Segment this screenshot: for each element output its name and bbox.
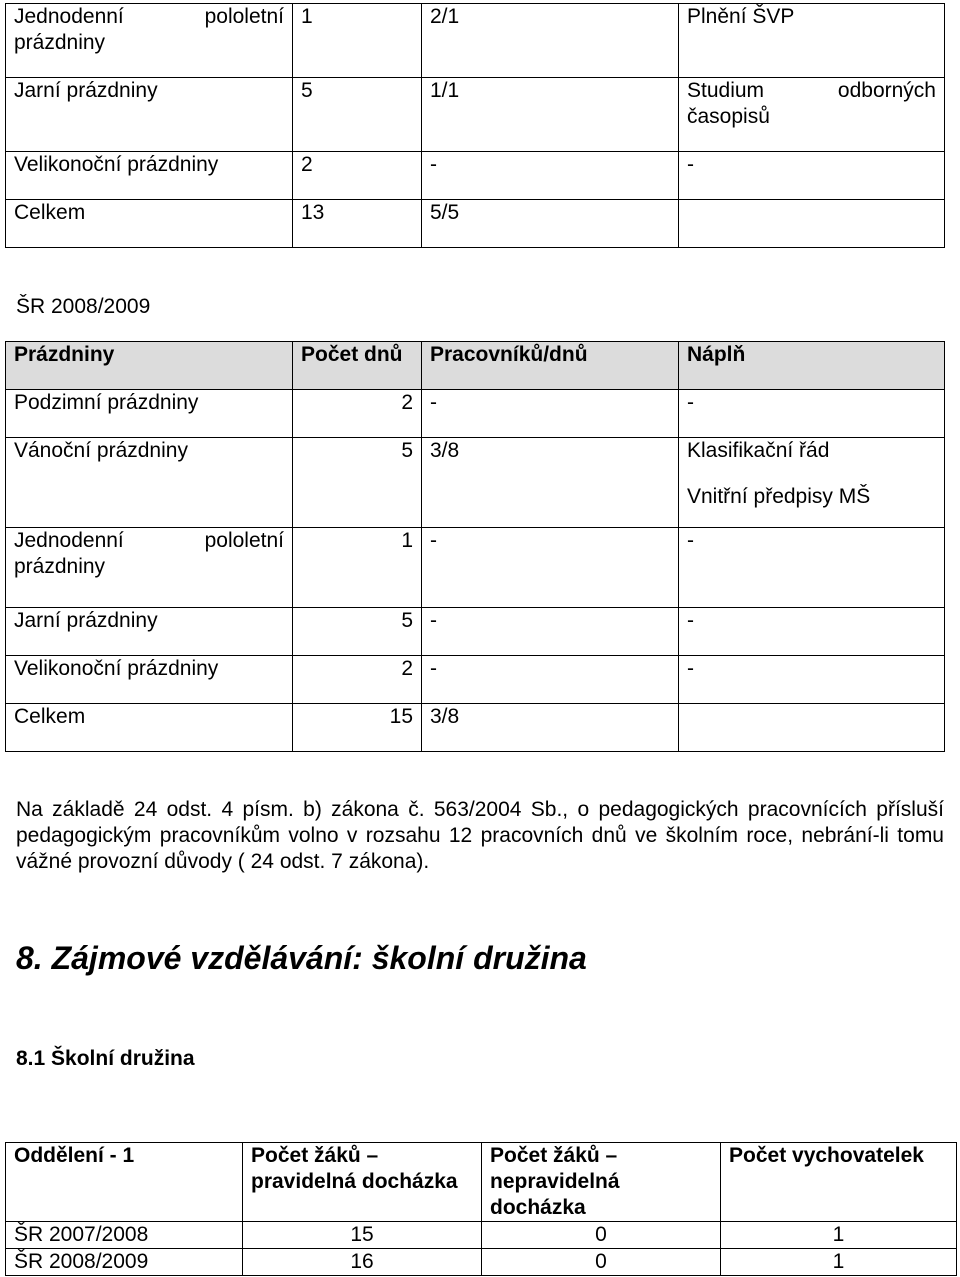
table-cell: - — [679, 656, 945, 704]
table-header: Prázdniny — [6, 342, 293, 390]
table-cell: 15 — [293, 704, 422, 752]
table-cell: ŠR 2008/2009 — [6, 1249, 243, 1276]
table-cell: Jednodenní pololetní prázdniny — [6, 528, 293, 608]
table-cell: Studium odborných časopisů — [679, 78, 945, 152]
table-cell: Velikonoční prázdniny — [6, 152, 293, 200]
table-cell: - — [422, 656, 679, 704]
table-cell — [679, 200, 945, 248]
table-cell: 13 — [293, 200, 422, 248]
table-cell: - — [679, 528, 945, 608]
table-cell: Celkem — [6, 200, 293, 248]
table-cell: Vánoční prázdniny — [6, 438, 293, 528]
table-cell: - — [422, 152, 679, 200]
table-cell: 5 — [293, 608, 422, 656]
table-cell: 2/1 — [422, 4, 679, 78]
table-cell: Klasifikační řád Vnitřní předpisy MŠ — [679, 438, 945, 528]
table-cell: 5/5 — [422, 200, 679, 248]
table-cell: ŠR 2007/2008 — [6, 1222, 243, 1249]
table-header: Oddělení - 1 — [6, 1143, 243, 1222]
table-header: Počet vychovatelek — [721, 1143, 957, 1222]
table-cell: - — [422, 608, 679, 656]
table-cell: 5 — [293, 78, 422, 152]
table-cell — [679, 704, 945, 752]
table-header: Náplň — [679, 342, 945, 390]
table-cell: 1 — [293, 4, 422, 78]
table-cell: 2 — [293, 390, 422, 438]
table-cell: 2 — [293, 152, 422, 200]
table-cell: - — [679, 390, 945, 438]
holiday-table-prev — [5, 3, 945, 248]
table-cell: 2 — [293, 656, 422, 704]
table-cell: - — [679, 152, 945, 200]
table-cell: Velikonoční prázdniny — [6, 656, 293, 704]
table-cell: 16 — [243, 1249, 482, 1276]
table-cell: 1 — [721, 1222, 957, 1249]
after-school-table — [5, 1142, 957, 1276]
section-heading: 8. Zájmové vzdělávání: školní družina — [16, 940, 587, 976]
table-cell: - — [422, 390, 679, 438]
table-header: Pracovníků/dnů — [422, 342, 679, 390]
table-header: Počet žáků – nepravidelná docházka — [482, 1143, 721, 1222]
table-cell: 3/8 — [422, 704, 679, 752]
table-cell: Plnění ŠVP — [679, 4, 945, 78]
table-cell: Jarní prázdniny — [6, 608, 293, 656]
holiday-table-2008 — [5, 341, 945, 752]
table-cell: 1 — [721, 1249, 957, 1276]
table-cell: Podzimní prázdniny — [6, 390, 293, 438]
table-cell: Jarní prázdniny — [6, 78, 293, 152]
table-cell: - — [679, 608, 945, 656]
legal-paragraph: Na základě 24 odst. 4 písm. b) zákona č. 563/2004 Sb., o pedagogických pracovnících přísluší pedagogickým pracovníkům volno v rozsahu 12 pracovních dnů ve školním roce, nebrání-li tomu vážné provozní důvody ( 24 odst. 7 zákona). — [16, 798, 944, 873]
table-header: Počet žáků – pravidelná docházka — [243, 1143, 482, 1222]
table-cell: - — [422, 528, 679, 608]
table-cell: 15 — [243, 1222, 482, 1249]
table-cell: 5 — [293, 438, 422, 528]
table-cell: Jednodenní pololetní prázdniny — [6, 4, 293, 78]
school-year-label: ŠR 2008/2009 — [16, 295, 151, 318]
subsection-heading: 8.1 Školní družina — [16, 1047, 195, 1070]
table-cell: Celkem — [6, 704, 293, 752]
table-cell: 3/8 — [422, 438, 679, 528]
table-cell: 1 — [293, 528, 422, 608]
table-header: Počet dnů — [293, 342, 422, 390]
table-cell: 1/1 — [422, 78, 679, 152]
table-cell: 0 — [482, 1249, 721, 1276]
table-cell: 0 — [482, 1222, 721, 1249]
